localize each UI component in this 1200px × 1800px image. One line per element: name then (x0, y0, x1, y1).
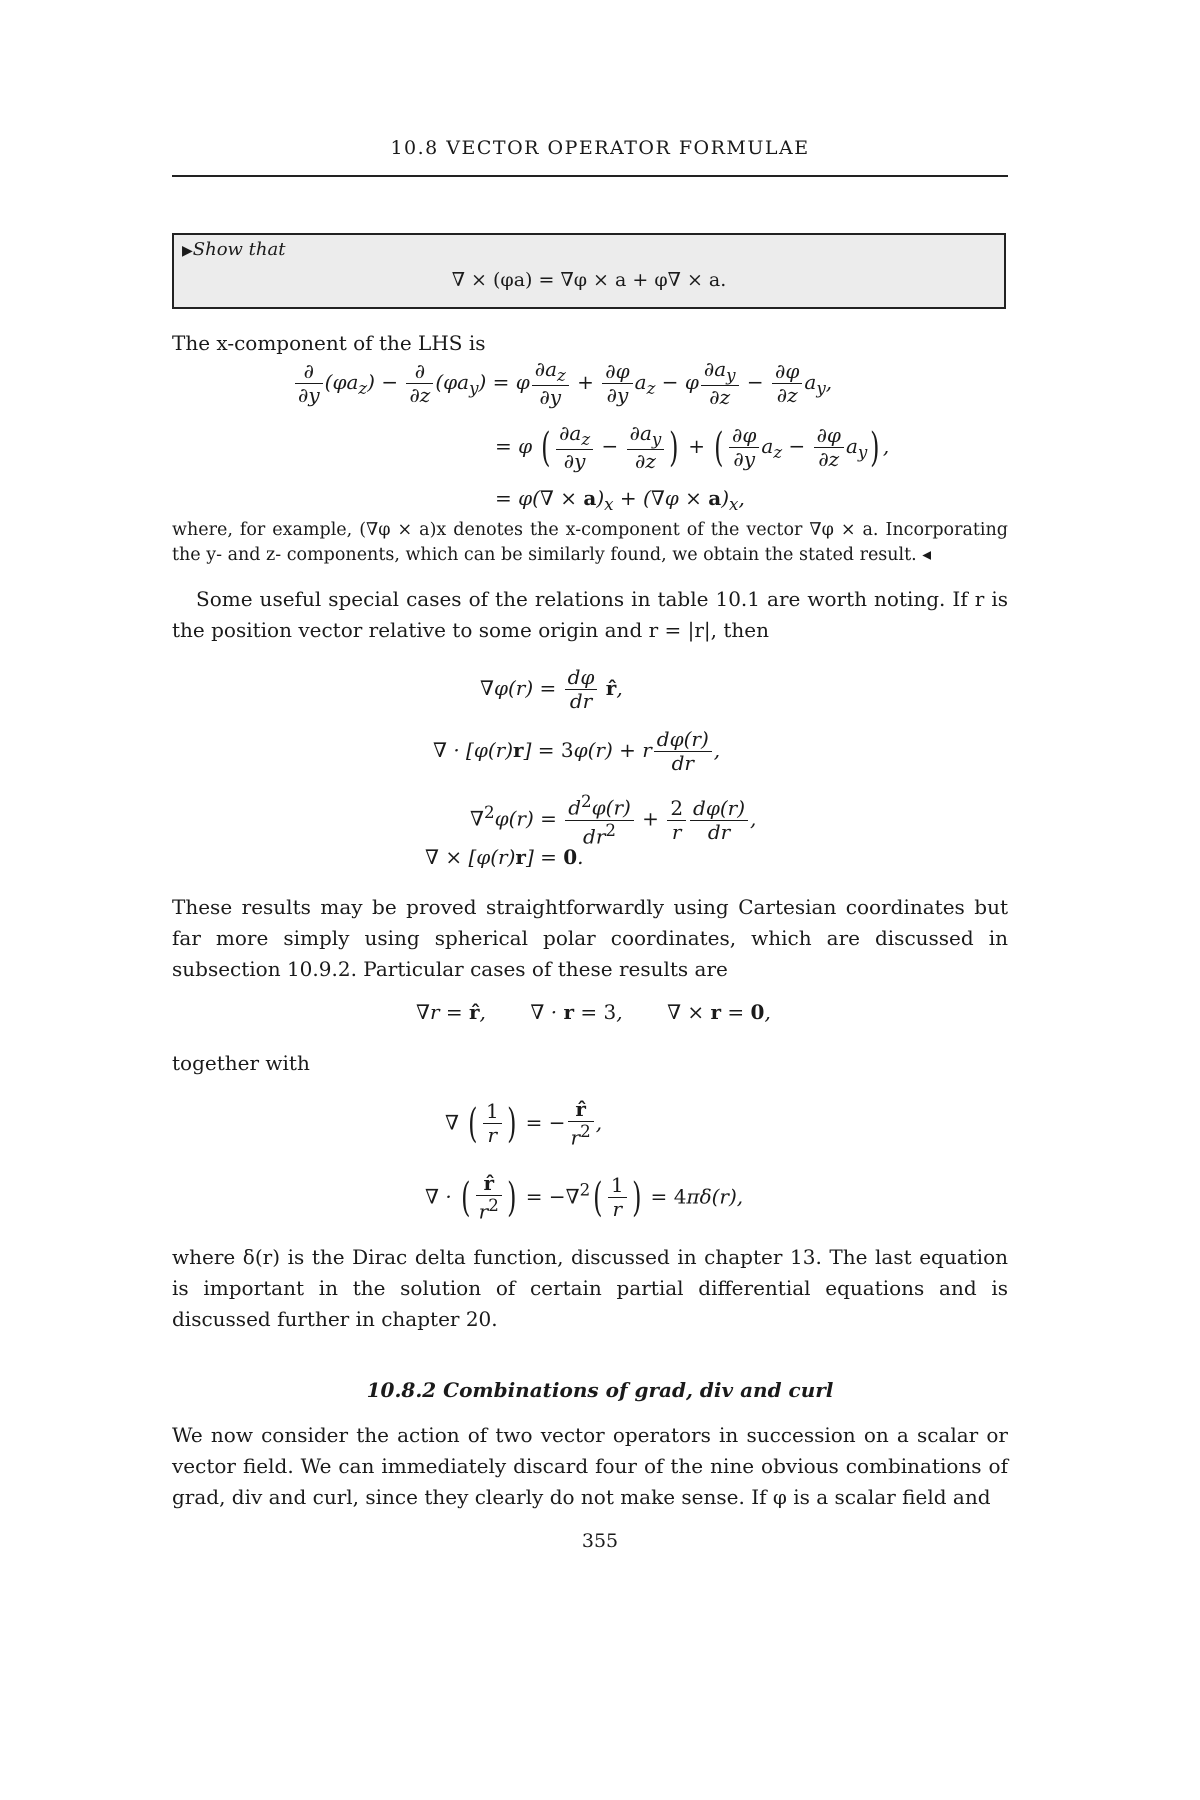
example-label-text: Show that (192, 239, 286, 260)
equation-lhs-line-1: $\frac{\partial}{\partial y}$ $(\varphi a_z)$ − $\frac{\partial}{\partial z}$ $(\varphi a_y) = \varphi$ $\frac{\partial a_z}{\partial y}$ + $\frac{\partial\varphi}{\partial y}$ $a_z - \varphi$ $\frac{\partial a_y}{\partial z}$ − $\frac{\partial\varphi}{\partial z}$ $a_y$, (293, 358, 832, 409)
equation-lhs-line-2: = φ ( $\frac{\partial a_z}{\partial y}$ − $\frac{\partial a_y}{\partial z}$ ) + ( $\frac{\partial\varphi}{\partial y}$ $a_z$ − $\frac{\partial\varphi}{\partial z}$ $a_y$) , (495, 421, 890, 474)
equation-curl-phi-r: ∇ × [φ(r)r] = 0. (425, 845, 584, 869)
paragraph-together: together with (172, 1051, 310, 1075)
equation-grad-one-over-r: ∇ ( $\frac{1}{r}$ ) = − $\frac{r̂}{r^2}$ , (445, 1097, 603, 1150)
triangle-marker-icon: ▶ (182, 243, 193, 259)
equation-div-phi-r: ∇ · [φ(r)r] = 3φ(r) + r $\frac{d\varphi(r)}{dr}$ , (433, 727, 721, 775)
paragraph-where: where, for example, (∇φ × a)x denotes the x-component of the vector ∇φ × a. Incorporating the y- and z- components, which can be similarly found, we obtain the stated result. ◂ (172, 520, 1008, 565)
paragraph-lhs: The x-component of the LHS is (172, 331, 486, 355)
page-number: 355 (581, 1530, 619, 1552)
equation-lhs-line-3: = $\varphi(\nabla \times a)_x + (\nabla\varphi \times a)_x$, (495, 486, 745, 514)
worked-example-box (172, 233, 1006, 309)
equation-particular-cases: ∇r = r̂, ∇ · r = 3, ∇ × r = 0, (416, 1000, 771, 1024)
example-label (182, 239, 285, 260)
equation-div-r-hat: ∇ · ( $\frac{r̂}{r^2}$ ) = −∇$^2$( $\frac{1}{r}$ ) = 4πδ(r), (425, 1171, 744, 1224)
section-heading: 10.8.2 Combinations of grad, div and curl (366, 1378, 834, 1402)
header-rule (172, 175, 1008, 177)
example-equation: ∇ × (φa) = ∇φ × a + φ∇ × a. (451, 269, 727, 291)
paragraph-results: These results may be proved straightforwardly using Cartesian coordinates but far more simply using spherical polar coordinates, which are discussed in subsection 10.9.2. Particular cases of these results are (172, 895, 1008, 981)
running-head: 10.8 VECTOR OPERATOR FORMULAE (390, 137, 810, 159)
paragraph-combinations: We now consider the action of two vector operators in succession on a scalar or vector field. We can immediately discard four of the nine obvious combinations of grad, div and curl, since they clearly do not make sense. If φ is a scalar field and (172, 1423, 1008, 1509)
equation-laplacian-phi: ∇$^2$φ(r) = $\frac{d^2\varphi(r)}{dr^2}$ + $\frac{2}{r}$ $\frac{d\varphi(r)}{dr}$ , (470, 792, 757, 849)
paragraph-dirac: where δ(r) is the Dirac delta function, discussed in chapter 13. The last equation is important in the solution of certain partial differential equations and is discussed further in chapter 20. (172, 1245, 1008, 1331)
paragraph-special-cases: Some useful special cases of the relations in table 10.1 are worth noting. If r is the position vector relative to some origin and r = |r|, then (172, 587, 1008, 642)
equation-grad-phi: ∇φ(r) = $\frac{d\varphi}{dr}$ r̂, (480, 665, 623, 713)
